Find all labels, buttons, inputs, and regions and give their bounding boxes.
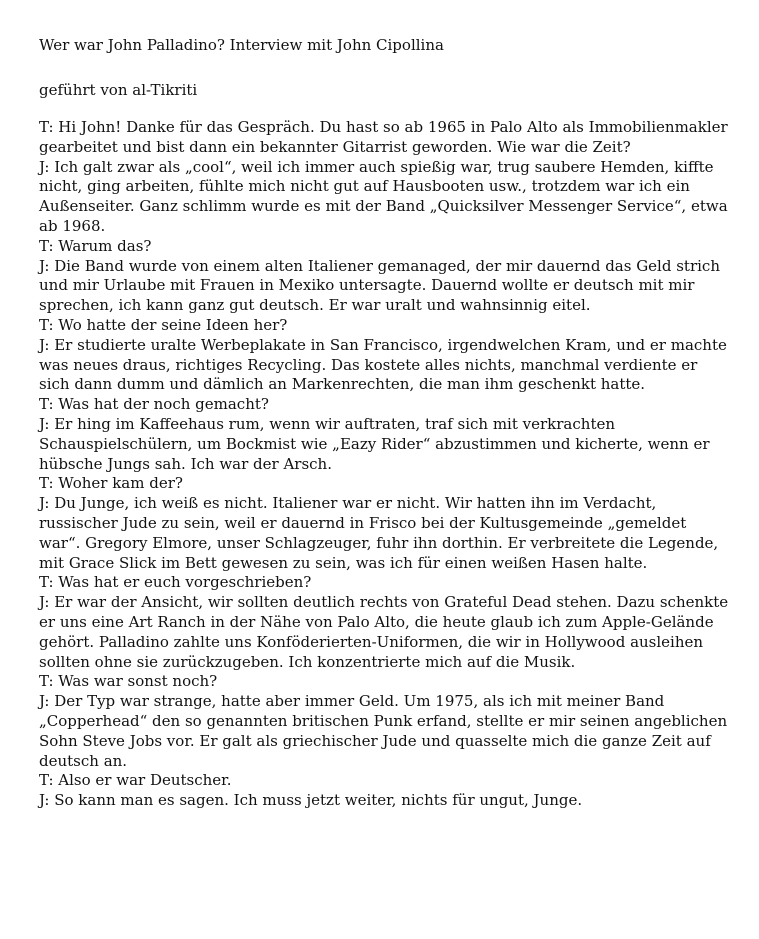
- document-title: Wer war John Palladino? Interview mit John Cipollina: [39, 36, 444, 54]
- dialogue-line: T: Warum das?: [39, 236, 152, 255]
- dialogue-line: J: Der Typ war strange, hatte aber immer Geld. Um 1975, als ich mit meiner Band „Copperhead“ den so genannten britischen Punk erfand, stellte er mir seinen angeblichen Sohn Steve Jobs vor. Er galt als griechischer Jude und quasselte mich die ganze Zeit auf deutsch an.: [39, 692, 728, 770]
- dialogue-line: J: Er war der Ansicht, wir sollten deutlich rechts von Grateful Dead stehen. Dazu schenkte er uns eine Art Ranch in der Nähe von Palo Alto, die heute glaub ich zum Apple-Gelände gehört. Palladino zahlte uns Konföderierten-Uniformen, die wir in Hollywood ausleihen sollten ohne sie zurückzugeben. Ich konzentrierte mich auf die Musik.: [39, 593, 729, 671]
- dialogue-line: T: Woher kam der?: [39, 474, 183, 493]
- dialogue-line: T: Was war sonst noch?: [39, 672, 218, 691]
- document-page: [39, 30, 729, 811]
- interview-dialogue: [39, 118, 729, 811]
- dialogue-line: T: Wo hatte der seine Ideen her?: [39, 315, 288, 334]
- dialogue-line: J: Er hing im Kaffeehaus rum, wenn wir auftraten, traf sich mit verkrachten Schauspielschülern, um Bockmist wie „Eazy Rider“ abzustimmen und kicherte, wenn er hübsche Jungs sah. Ich war der Arsch.: [39, 414, 710, 473]
- document-byline: geführt von al-Tikriti: [39, 81, 198, 99]
- dialogue-line: J: Du Junge, ich weiß es nicht. Italiener war er nicht. Wir hatten ihn im Verdacht, russischer Jude zu sein, weil er dauernd in Frisco bei der Kultusgemeinde „gemeldet war“. Gregory Elmore, unser Schlagzeuger, fuhr ihn dorthin. Er verbreitete die Legende, mit Grace Slick im Bett gewesen zu sein, was ich für einen weißen Hasen halte.: [39, 494, 719, 572]
- dialogue-line: T: Hi John! Danke für das Gespräch. Du hast so ab 1965 in Palo Alto als Immobilienmakler gearbeitet und bist dann ein bekannter Gitarrist geworden. Wie war die Zeit?: [39, 118, 728, 156]
- dialogue-line: J: Die Band wurde von einem alten Italiener gemanaged, der mir dauernd das Geld strich und mir Urlaube mit Frauen in Mexiko untersagte. Dauernd wollte er deutsch mit mir sprechen, ich kann ganz gut deutsch. Er war uralt und wahnsinnig eitel.: [39, 256, 720, 315]
- dialogue-line: T: Also er war Deutscher.: [39, 771, 232, 790]
- dialogue-line: J: So kann man es sagen. Ich muss jetzt weiter, nichts für ungut, Junge.: [39, 791, 583, 810]
- dialogue-line: T: Was hat er euch vorgeschrieben?: [39, 573, 312, 592]
- dialogue-line: T: Was hat der noch gemacht?: [39, 395, 269, 414]
- dialogue-line: J: Ich galt zwar als „cool“, weil ich immer auch spießig war, trug saubere Hemden, kiffte nicht, ging arbeiten, fühlte mich nicht gut auf Hausbooten usw., trotzdem war ich ein Außenseiter. Ganz schlimm wurde es mit der Band „Quicksilver Messenger Service“, etwa ab 1968.: [39, 157, 728, 235]
- dialogue-line: J: Er studierte uralte Werbeplakate in San Francisco, irgendwelchen Kram, und er machte was neues draus, richtiges Recycling. Das kostete alles nichts, manchmal verdiente er sich dann dumm und dämlich an Markenrechten, die man ihm geschenkt hatte.: [39, 335, 727, 394]
